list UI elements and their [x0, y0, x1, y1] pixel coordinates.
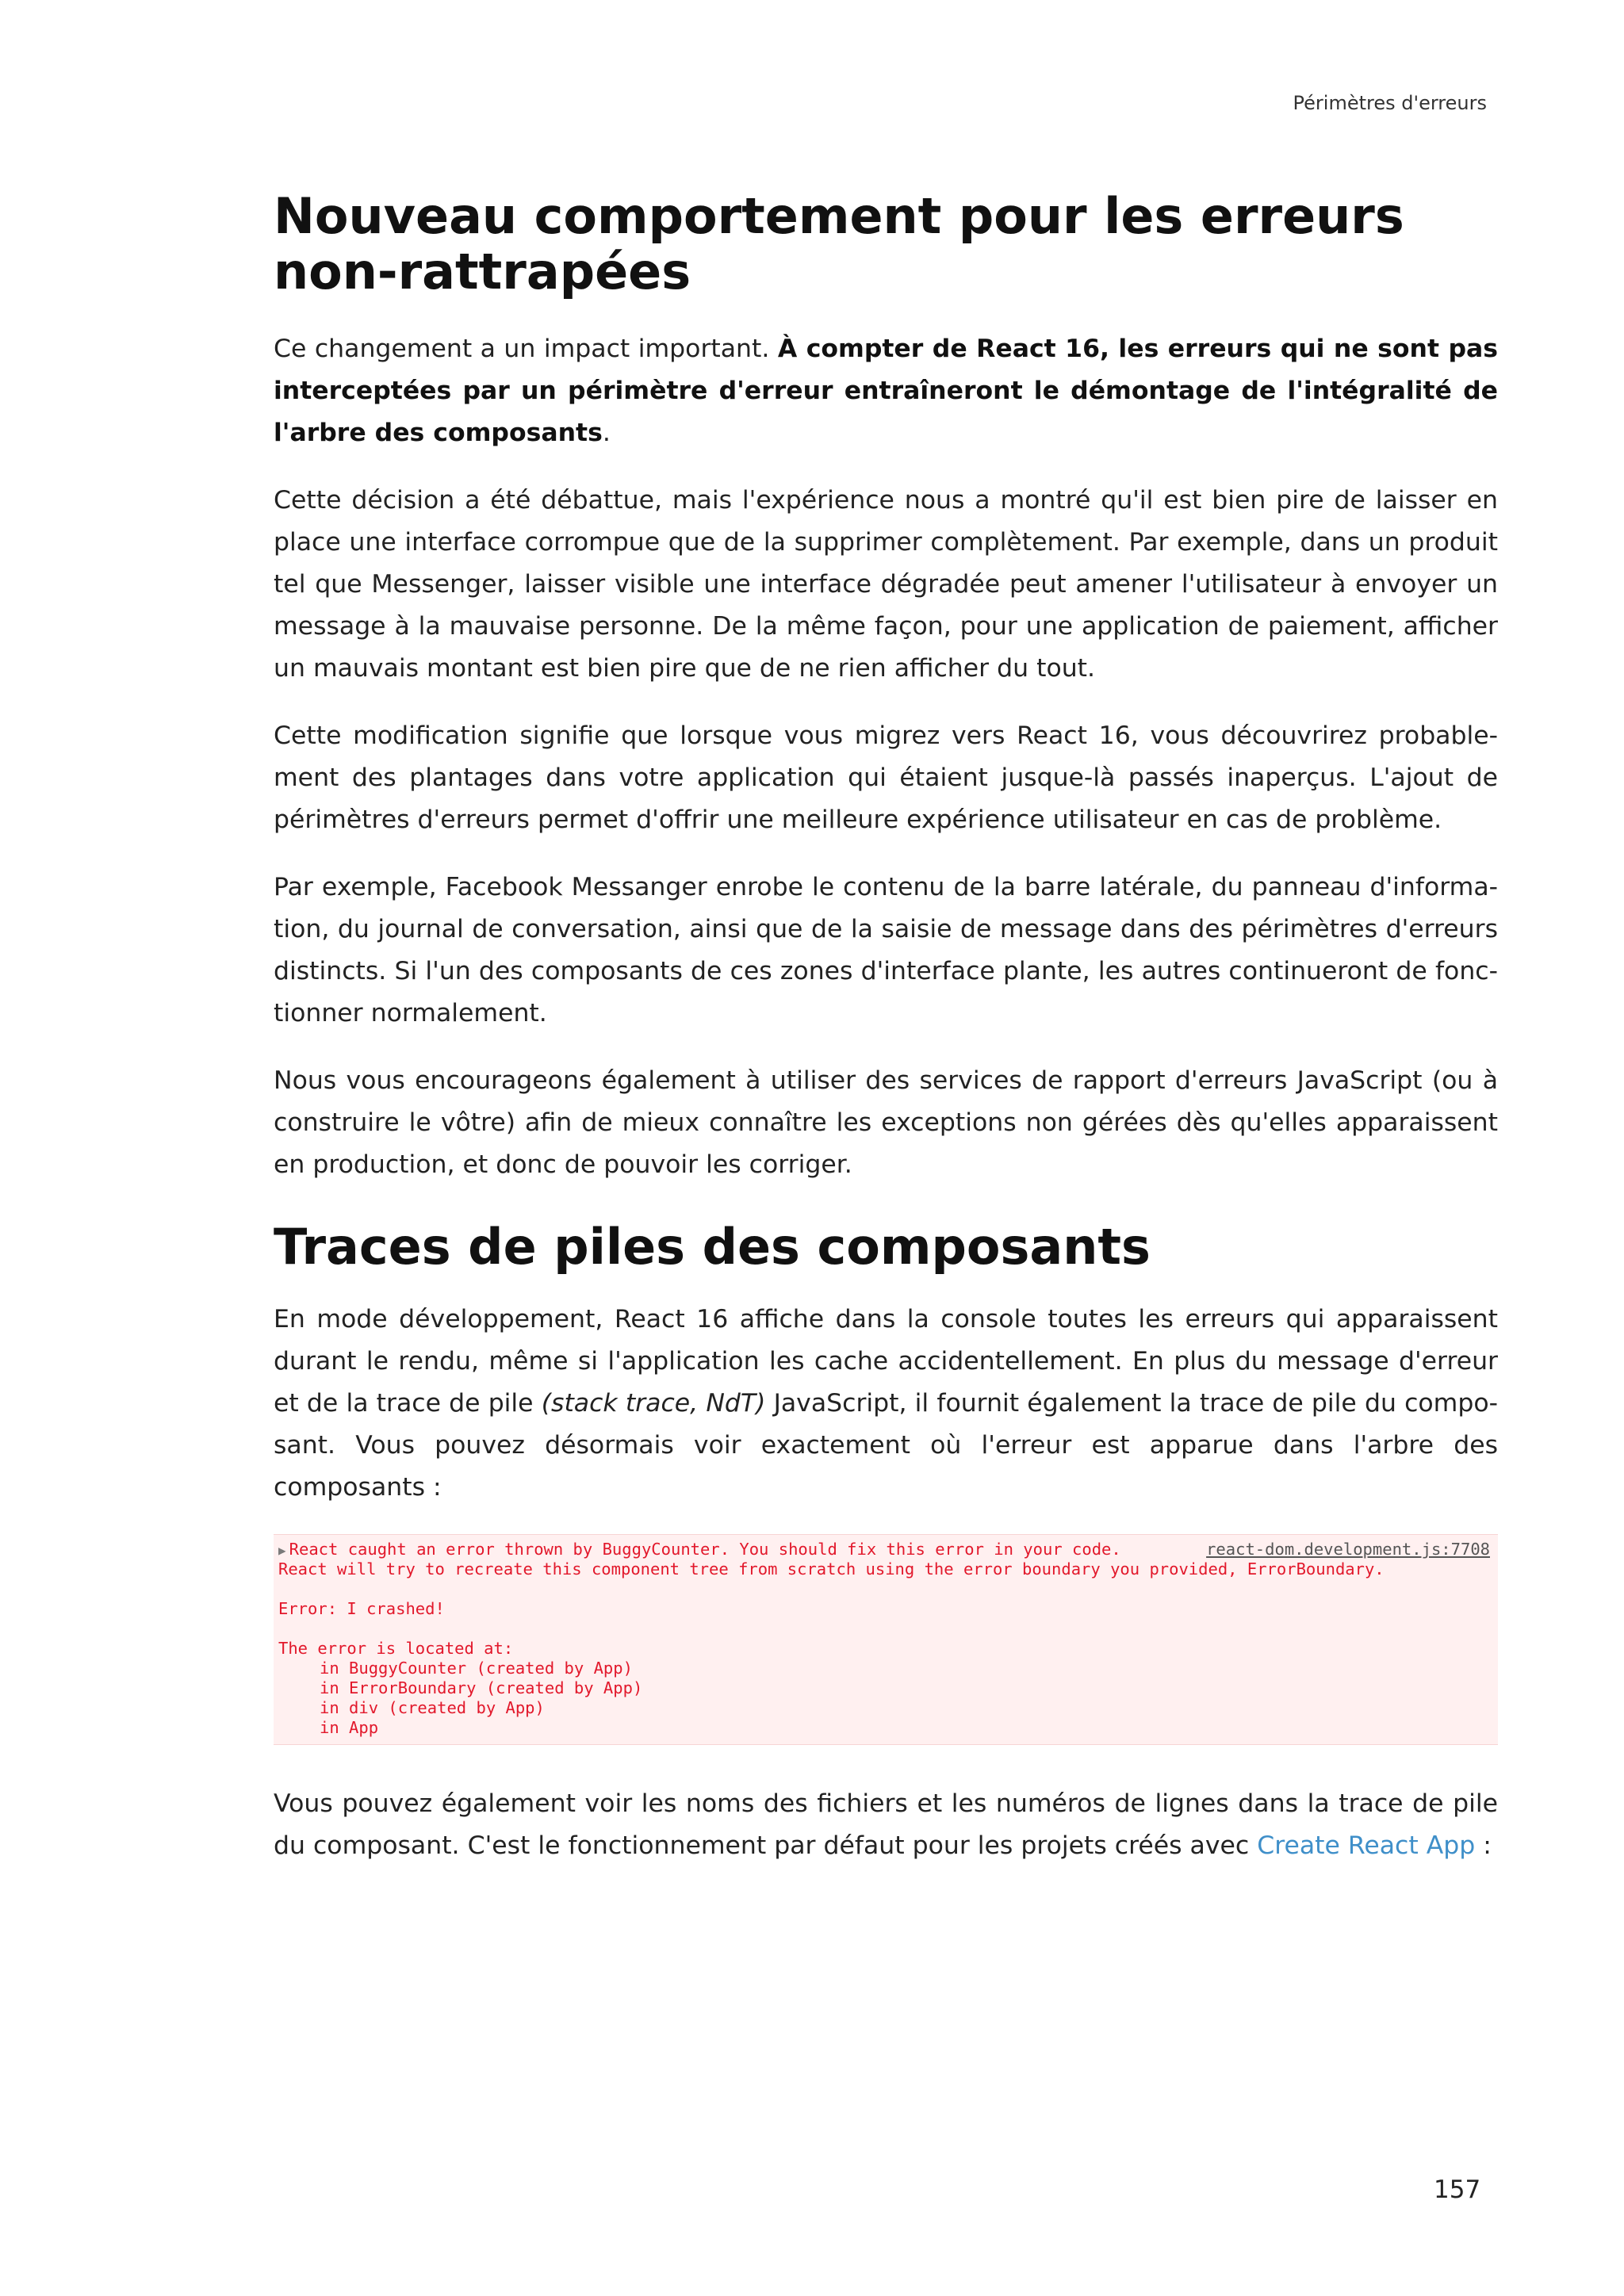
console-blank-line — [278, 1619, 1493, 1639]
paragraph-text: Vous pouvez également voir les noms des fichiers et les numéros de lignes dans la trace de pile du composant. C'est le fonctionnement par défaut pour les projets créés avec — [274, 1789, 1498, 1860]
console-error-screenshot — [274, 1534, 1498, 1745]
console-error-message: Error: I crashed! — [278, 1599, 445, 1618]
paragraph-impact — [274, 328, 1498, 454]
paragraph-text: . — [602, 419, 611, 447]
bold-statement: À compter de React 16, les erreurs qui ne sont pas interceptées par un périmètre d'erreur entraîneront le démontage de l'intégralité de l'arbre des composants — [274, 335, 1499, 447]
console-source-link[interactable]: react-dom.development.js:7708 — [1206, 1540, 1490, 1559]
paragraph-dev-mode — [274, 1299, 1498, 1509]
console-message: React caught an error thrown by BuggyCounter. You should fix this error in your code. — [289, 1540, 1121, 1559]
paragraph-text: JavaScript, il fournit également la trace de pile du composant. Vous pouvez désormais voir exactement où l'erreur est apparue dans l'arbre des composants : — [274, 1389, 1499, 1502]
paragraph-text: Ce changement a un impact important. — [274, 335, 778, 363]
console-line: The error is located at: — [278, 1639, 514, 1658]
create-react-app-link[interactable]: Create React App — [1257, 1831, 1476, 1860]
paragraph-file-names — [274, 1783, 1498, 1867]
italic-note: (stack trace, NdT) — [541, 1389, 766, 1418]
expand-triangle-icon[interactable]: ▶ — [278, 1543, 286, 1558]
running-header: Périmètres d'erreurs — [1293, 92, 1487, 114]
section-title-uncaught-errors: Nouveau comportement pour les erreurs non-rattrapées — [274, 187, 1404, 300]
page-number: 157 — [1434, 2175, 1481, 2204]
paragraph-messenger-example: Par exemple, Facebook Messanger enrobe le contenu de la barre latérale, du panneau d'information, du journal de conversation, ainsi que de la saisie de message dans des périmètres d'erreurs distincts. Si l'un des composants de ces zones d'interface plante, les autres continueront de fonctionner normalement. — [274, 873, 1498, 1027]
console-blank-line — [278, 1579, 1493, 1599]
page-content — [274, 189, 1498, 1892]
paragraph-text: En mode développement, React 16 affiche dans la console toutes les erreurs qui apparaissent durant le rendu, même si l'application les cache accidentellement. En plus du message d'erreur et de la trace de pile — [274, 1305, 1498, 1418]
console-line: React will try to recreate this component tree from scratch using the error boundary you provided, ErrorBoundary. — [278, 1559, 1385, 1578]
paragraph-error-reporting: Nous vous encourageons également à utiliser des services de rapport d'erreurs JavaScript (ou à construire le vôtre) afin de mieux connaître les exceptions non gérées dès qu'elles apparaissent en production, et donc de pouvoir les corriger. — [274, 1066, 1498, 1179]
paragraph-text: : — [1475, 1831, 1492, 1860]
section-title-component-stack: Traces de piles des composants — [274, 1218, 1151, 1276]
console-stack-frame: in BuggyCounter (created by App) — [320, 1659, 633, 1678]
console-stack-frame: in div (created by App) — [320, 1698, 545, 1717]
paragraph-migration: Cette modification signifie que lorsque vous migrez vers React 16, vous découvrirez probablement des plantages dans votre application qui étaient jusque-là passés inaperçus. L'ajout de périmètres d'erreurs permet d'offrir une meilleure expérience utilisateur en cas de problème. — [274, 721, 1498, 834]
paragraph-decision: Cette décision a été débattue, mais l'expérience nous a montré qu'il est bien pire de laisser en place une interface corrompue que de la supprimer complètement. Par exemple, dans un produit tel que Messenger, laisser visible une interface dégradée peut amener l'utilisateur à envoyer un message à la mauvaise personne. De la même façon, pour une application de paiement, afficher un mauvais montant est bien pire que de ne rien afficher du tout. — [274, 486, 1498, 683]
console-stack-frame: in ErrorBoundary (created by App) — [320, 1678, 643, 1697]
console-stack-frame: in App — [320, 1718, 379, 1737]
